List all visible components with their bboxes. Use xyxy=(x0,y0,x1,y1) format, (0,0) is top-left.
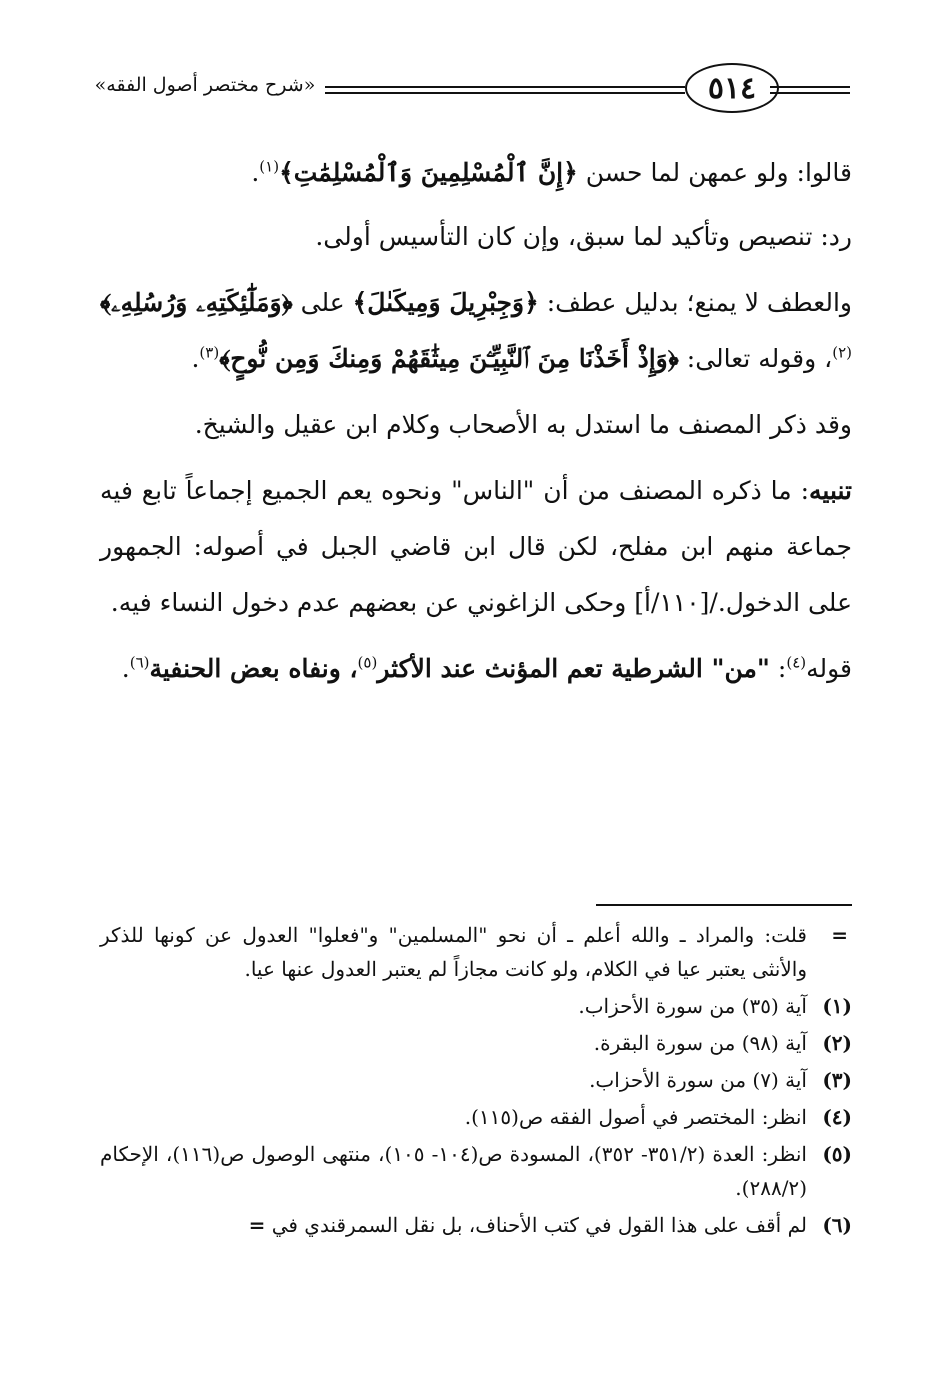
footnote-text: آية (٧) من سورة الأحزاب. xyxy=(589,1068,807,1092)
p6-text-2: : xyxy=(769,654,787,683)
footnote-3 xyxy=(100,1063,852,1097)
footnote-continuation xyxy=(100,918,852,986)
footnote-separator xyxy=(596,904,852,906)
footnote-6 xyxy=(100,1208,852,1242)
footnote-2 xyxy=(100,1026,852,1060)
header-rule-left-bottom xyxy=(325,92,685,94)
paragraph-3 xyxy=(100,275,852,387)
footnote-ref-6: (٦) xyxy=(129,653,150,672)
footnote-1 xyxy=(100,989,852,1023)
paragraph-2: رد: تنصيص وتأكيد لما سبق، وإن كان التأسيس أولى. xyxy=(315,222,852,251)
running-title: «شرح مختصر أصول الفقه» xyxy=(94,74,316,96)
footnote-number: (٤) xyxy=(822,1105,852,1129)
continued-mark: = xyxy=(248,1213,266,1237)
quran-verse-3: ﴿وَمَلَٰٓئِكَتِهِۦ وَرُسُلِهِۦ﴾ xyxy=(100,288,293,317)
footnote-number: (٦) xyxy=(822,1213,852,1237)
p6-bold-1: "من" الشرطية تعم المؤنث عند الأكثر xyxy=(377,654,770,683)
footnote-ref-1: (١) xyxy=(259,157,280,176)
p6-end: . xyxy=(121,654,130,683)
footnote-ref-4: (٤) xyxy=(786,653,807,672)
header-rule-right-top xyxy=(770,86,850,88)
footnote-ref-5: (٥) xyxy=(357,653,378,672)
p3-end: . xyxy=(191,344,200,373)
footnote-number: (٣) xyxy=(822,1068,852,1092)
footnote-text: انظر: المختصر في أصول الفقه ص(١١٥). xyxy=(464,1105,807,1129)
p5-text: : ما ذكره المصنف من أن "الناس" ونحوه يعم الجميع إجماعاً تابع فيه جماعة منهم ابن مفلح، لكن قال ابن قاضي الجبل في أصوله: الجمهور على الدخول./[١١٠/أ] وحكى الزاغوني عن بعضهم عدم دخول النساء فيه. xyxy=(100,476,852,617)
footnote-number: (١) xyxy=(822,994,852,1018)
main-text xyxy=(100,145,852,707)
header-rule-left-top xyxy=(325,86,685,88)
page-number: ٥١٤ xyxy=(685,63,779,113)
footnote-continuation-text: قلت: والمراد ـ والله أعلم ـ أن نحو "المسلمين" و"فعلوا" العدول عن كونها للذكر والأنثى يعتبر عيا في الكلام، ولو كانت مجازاً لم يعتبر العدول عنها عيا. xyxy=(100,923,807,981)
p1-text: قالوا: ولو عمهن لما حسن xyxy=(577,158,852,187)
footnote-text: آية (٣٥) من سورة الأحزاب. xyxy=(578,994,807,1018)
p3-text-3: ، وقوله تعالى: xyxy=(678,344,833,373)
footnote-text: انظر: العدة (٣٥١/٢- ٣٥٢)، المسودة ص(١٠٤- ١٠٥)، منتهى الوصول ص(١١٦)، الإحكام (٢٨٨/٢). xyxy=(100,1142,807,1200)
footnote-number: (٥) xyxy=(822,1142,852,1166)
footnote-text: آية (٩٨) من سورة البقرة. xyxy=(593,1031,807,1055)
p3-text-1: والعطف لا يمنع؛ بدليل عطف: xyxy=(538,288,852,317)
p3-text-2: على xyxy=(292,288,353,317)
quran-verse-1: ﴿إِنَّ ٱلْمُسْلِمِينَ وَٱلْمُسْلِمَٰتِ﴾ xyxy=(279,158,578,187)
quran-verse-2: ﴿وَجِبْرِيلَ وَمِيكَىٰلَ﴾ xyxy=(352,288,539,317)
header-rule-right-bottom xyxy=(770,92,850,94)
continuation-mark: = xyxy=(831,923,848,947)
footnote-ref-3: (٣) xyxy=(199,343,220,362)
p6-text-1: قوله xyxy=(806,654,852,683)
footnotes xyxy=(100,918,852,1245)
quran-verse-4: ﴿وَإِذْ أَخَذْنَا مِنَ ٱلنَّبِيِّـۧنَ مِيثَٰقَهُمْ وَمِنكَ وَمِن نُّوحٍ﴾ xyxy=(219,344,679,373)
footnote-number: (٢) xyxy=(822,1031,852,1055)
p1-end: . xyxy=(251,158,260,187)
paragraph-4: وقد ذكر المصنف ما استدل به الأصحاب وكلام ابن عقيل والشيخ. xyxy=(194,410,852,439)
note-label: تنبيه xyxy=(809,476,852,505)
footnote-ref-2: (٢) xyxy=(832,343,852,362)
paragraph-6 xyxy=(100,641,852,697)
paragraph-1 xyxy=(100,145,852,201)
paragraph-5 xyxy=(100,463,852,631)
footnote-5 xyxy=(100,1137,852,1205)
footnote-text: لم أقف على هذا القول في كتب الأحناف، بل نقل السمرقندي في xyxy=(271,1213,807,1237)
footnote-4 xyxy=(100,1100,852,1134)
p6-bold-2: ، ونفاه بعض الحنفية xyxy=(149,654,358,683)
